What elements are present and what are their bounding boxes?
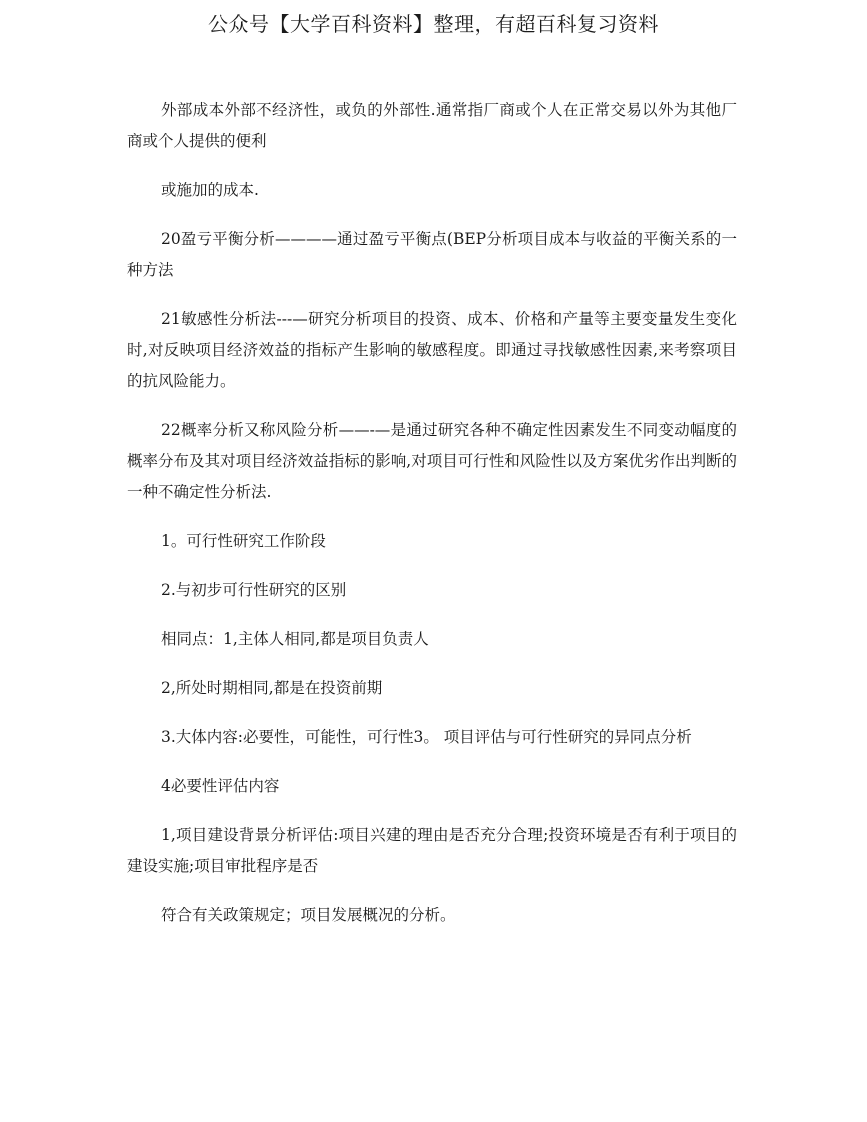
- paragraph-background-analysis: 1,项目建设背景分析评估:项目兴建的理由是否充分合理;投资环境是否有利于项目的建设实施;项目审批程序是否: [127, 826, 737, 875]
- paragraph-probability-analysis: 22概率分析又称风险分析——-—是通过研究各种不确定性因素发生不同变动幅度的概率分布及其对项目经济效益指标的影响,对项目可行性和风险性以及方案优劣作出判断的一种不确定性分析法.: [127, 421, 737, 501]
- paragraph-background-analysis-continued: 符合有关政策规定；项目发展概况的分析。: [161, 906, 456, 924]
- paragraph-preliminary-difference: 2.与初步可行性研究的区别: [161, 581, 347, 599]
- paragraph-external-cost: 外部成本外部不经济性，或负的外部性.通常指厂商或个人在正常交易以外为其他厂商或个人提供的便利: [127, 101, 737, 150]
- paragraph-similarity-1: 相同点：1,主体人相同,都是项目负责人: [161, 630, 429, 648]
- page-header-title: 公众号【大学百科资料】整理，有超百科复习资料: [208, 12, 659, 36]
- paragraph-sensitivity-analysis: 21敏感性分析法---—研究分析项目的投资、成本、价格和产量等主要变量发生变化时,对反映项目经济效益的指标产生影响的敏感程度。即通过寻找敏感性因素,来考察项目的抗风险能力。: [127, 310, 737, 390]
- paragraph-external-cost-continued: 或施加的成本.: [161, 181, 259, 199]
- paragraph-feasibility-stages: 1。可行性研究工作阶段: [161, 532, 326, 550]
- document-body: [127, 95, 737, 949]
- paragraph-similarity-3: 3.大体内容:必要性，可能性，可行性3。 项目评估与可行性研究的异同点分析: [161, 728, 692, 746]
- paragraph-necessity-evaluation: 4必要性评估内容: [161, 777, 280, 795]
- paragraph-similarity-2: 2,所处时期相同,都是在投资前期: [161, 679, 383, 697]
- paragraph-break-even-analysis: 20盈亏平衡分析————通过盈亏平衡点(BEP分析项目成本与收益的平衡关系的一种方法: [127, 230, 737, 279]
